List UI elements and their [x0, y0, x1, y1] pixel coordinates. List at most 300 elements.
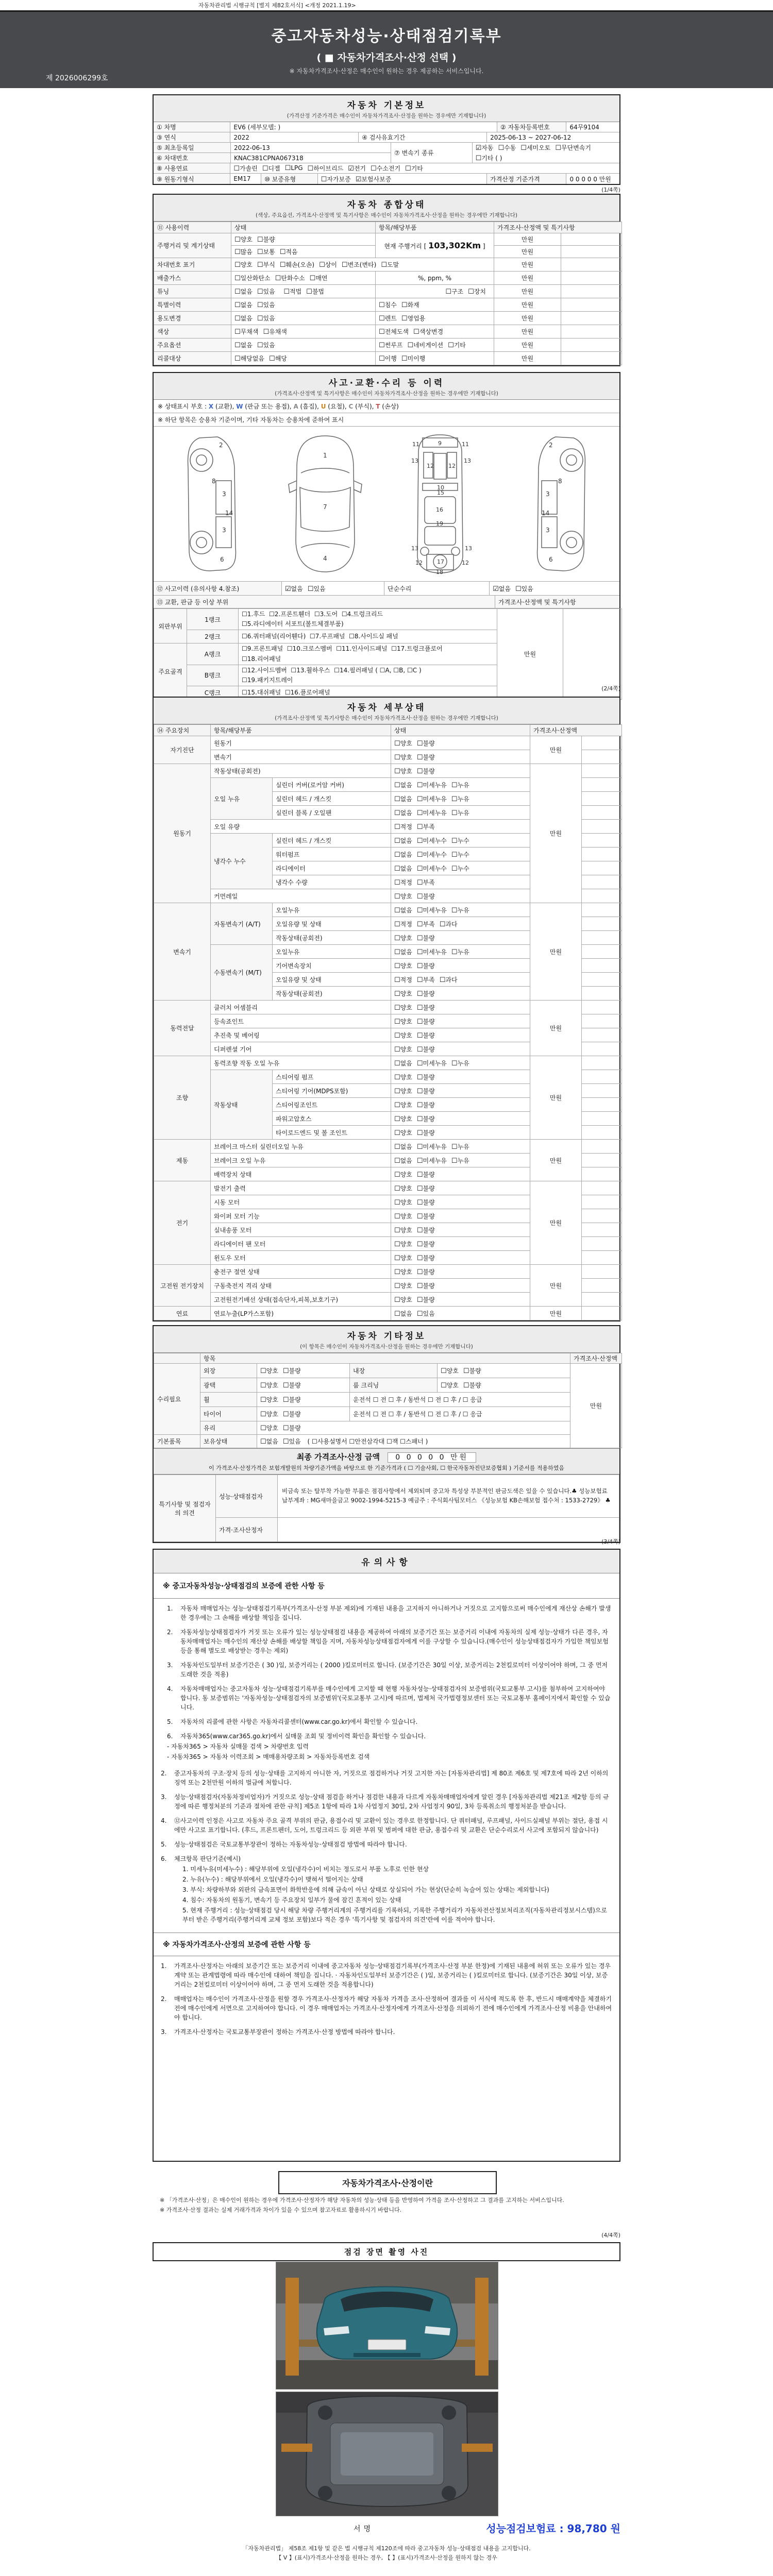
inspector-opinion-text: 비금속 또는 탈부착 가능한 부품은 점검사항에서 제외되며 중고차 특성상 부분적인 판금도색은 있을 수 있습니다.♣ 성능보험료 납부계좌 : MG새마을금고 9002-1994-5215-3 예금주 : 주식회사팀모터스 《성능보험 KB손해보험 접수처 : 1533-2729》 ♣	[278, 1475, 619, 1518]
svg-text:13: 13	[411, 457, 419, 464]
checkbox-option: ☐불량	[282, 1411, 301, 1418]
checkbox-option: ☐불량	[416, 739, 435, 748]
sub-item-label: 파워고압호스	[273, 1112, 391, 1126]
checkbox-option: ☐과다	[439, 920, 458, 928]
checkbox-option: ☐수소전기	[371, 165, 401, 173]
row-label: 특기사항 및 점검자의 의견	[154, 1475, 216, 1542]
status-code: X	[208, 403, 214, 410]
notice-sub-item: 1. 미세누유(미세누수) : 해당부위에 오일(냉각수)이 비치는 정도로서 부품 노후로 인한 현상	[182, 1866, 429, 1873]
checkbox-option: ☐미이행	[401, 355, 426, 363]
svg-text:12: 12	[427, 463, 434, 469]
status-checks	[391, 750, 530, 764]
field-label: ① 차명	[154, 122, 230, 132]
price-cell: 만원	[530, 1001, 582, 1056]
checkbox-option: ☐적정	[394, 823, 412, 831]
table-row	[154, 1378, 622, 1393]
price-cell: 만원	[497, 609, 563, 700]
photo-section-header: 점검 장면 촬영 사진	[153, 2242, 620, 2261]
checkbox-option: ☐불량	[463, 1382, 481, 1389]
checkbox-option: ☐불량	[416, 1045, 435, 1054]
rank-label: B랭크	[187, 665, 239, 686]
option-checks	[231, 338, 376, 352]
row-label: 보유상태	[200, 1435, 257, 1448]
notice-outer-list	[154, 1769, 619, 1924]
checkbox-option: ☐없음	[394, 906, 412, 914]
sub-item-label: 작동상태(공회전)	[273, 931, 391, 945]
device-group-label: 자기진단	[154, 736, 211, 764]
notice-section2-header: ※ 자동차가격조사·산정의 보증에 관한 사항 등	[154, 1933, 619, 1956]
sub-item-label: 타이로드엔드 및 볼 조인트	[273, 1126, 391, 1140]
status-checks	[391, 1140, 530, 1154]
svg-text:14: 14	[541, 510, 550, 517]
status-checks	[391, 1181, 530, 1195]
checkbox-option: ☐양호	[394, 1254, 412, 1262]
svg-text:11: 11	[462, 441, 469, 448]
sub-item-label: 오일누유	[273, 945, 391, 959]
table-row	[154, 352, 622, 365]
final-price-basis: 이 가격조사·산정가격은 보험개발원의 차량기준가액을 바탕으로 한 기준가격과 ( ☐ 기술사회, ☐ 한국자동차진단보증협회 ) 기준서를 적용하였음	[209, 1465, 564, 1471]
checkbox-option: ☐양호	[394, 1004, 412, 1012]
status-checks	[391, 889, 530, 903]
checkbox-option: ☑없음	[493, 585, 511, 593]
item-label: 추진축 및 베어링	[211, 1028, 391, 1042]
checkbox-option: ☐누유	[451, 906, 469, 914]
checkbox-option: ☐불량	[416, 1226, 435, 1234]
checkbox-option: ☐불량	[416, 1268, 435, 1276]
sub-item-label: 스티어링조인트	[273, 1098, 391, 1112]
row-label: 색상	[154, 325, 231, 338]
svg-text:9: 9	[438, 440, 442, 447]
checkbox-option: ☐불량	[416, 753, 435, 761]
checkbox-option: ☐기타	[448, 342, 466, 349]
checkbox-option: ☐불량	[416, 892, 435, 901]
price-cell: 만원	[494, 338, 561, 352]
checkbox-option: ☐양호	[394, 1073, 412, 1081]
group-label: 주요골격	[154, 643, 187, 700]
mileage-amount-checks	[231, 246, 376, 258]
status-checks	[391, 1265, 530, 1279]
row-fuel	[154, 163, 619, 174]
checkbox-option: ☐하이브리드	[307, 165, 344, 173]
option-kind-checks	[376, 338, 494, 352]
exterior-checks	[257, 1364, 350, 1378]
checkbox-option: ☐양호	[441, 1382, 459, 1389]
status-checks	[391, 736, 530, 750]
status-code: W	[236, 403, 243, 410]
checkbox-option: ☐없음	[394, 1143, 412, 1151]
status-checks	[391, 1001, 530, 1014]
checkbox-option: ☐무단변속기	[555, 144, 591, 152]
checkbox-option: ☐없음	[394, 1059, 412, 1067]
checkbox-option: ☐양호	[394, 1212, 412, 1221]
row-label: 성능·상태점검자	[216, 1475, 278, 1518]
rank-label: 1랭크	[187, 609, 239, 630]
item-label: 충전구 절연 상태	[211, 1265, 391, 1279]
checkbox-option: ☐불량	[416, 1282, 435, 1290]
mileage-status-checks	[231, 233, 376, 246]
checkbox-option: ☐있음	[257, 288, 275, 296]
status-checks	[391, 1167, 530, 1181]
item-label: 실내송풍 모터	[211, 1223, 391, 1237]
item-label: 오일 유량	[211, 820, 391, 834]
section-note: (색상, 주요옵션, 가격조사·산정액 및 특기사항은 매수인이 자동차가격조사·산정을 원하는 경우에만 기재합니다)	[255, 212, 517, 218]
checkbox-option: ☐양호	[394, 1268, 412, 1276]
status-checks	[391, 1307, 530, 1320]
footer-line-2: 【 V 】(표시)가격조사·산정을 원하는 경우, 【 】(표시)가격조사·산정을 원하지 않는 경우	[276, 2554, 497, 2561]
item-label: 고전원전기배선 상태(접속단자,피복,보호기구)	[211, 1293, 391, 1307]
checkbox-option: ☐양호	[394, 739, 412, 748]
notice-section1-header: ※ 중고자동차성능·상태점검의 보증에 관한 사항 등	[154, 1573, 619, 1599]
checkbox-option: ☐매연	[309, 275, 328, 282]
device-group-label: 원동기	[154, 764, 211, 903]
price-cell: 만원	[494, 298, 561, 312]
notice-item: 3. 자동차인도일부터 보증기간은 ( 30 )일, 보증거리는 ( 2000 )킬로미터로 합니다. (보증기간은 30일 이상, 보증거리는 2천킬로미터 이상이어야 하며, 그 중 먼저 도래한 것을 적용)	[167, 1662, 608, 1678]
status-checks	[391, 1223, 530, 1237]
item-label: 구동축전지 격리 상태	[211, 1279, 391, 1293]
row-label: 튜닝	[154, 285, 231, 298]
notice-item: 2. 자동차성능상태점검자가 거짓 또는 오류가 있는 성능상태점검 내용을 제공하여 아래의 보증기간 또는 보증거리 이내에 자동차의 실제 성능·상태가 다른 경우, 자동차매매업자는 매수인의 재산상 손해를 배상할 책임을 지며, 자동차성능상태점검자에게 이를 구상할 수 있습니다.(매수인이 성능상태점검자가 가입한 책임보험 등을 통해 별도로 배상받는 경우는 제외)	[167, 1629, 609, 1654]
status-checks	[391, 1070, 530, 1084]
svg-text:2: 2	[219, 442, 223, 449]
item-label: 브레이크 오일 누유	[211, 1154, 391, 1167]
checkbox-option: ☐양호	[234, 236, 253, 244]
price-cell: 만원	[494, 312, 561, 325]
checkbox-option: ☐양호	[260, 1411, 278, 1418]
checkbox-option: ☐탄화수소	[275, 275, 305, 282]
item-label: 디퍼렌셜 기어	[211, 1042, 391, 1056]
first-reg-value: 2022-06-13	[234, 144, 270, 151]
checkbox-option: ☐양호	[394, 892, 412, 901]
checkbox-option: ☐없음	[394, 837, 412, 845]
checkbox-option: ☐부족	[416, 878, 435, 887]
checkbox-option: ☐있음	[257, 342, 275, 349]
inspection-photo-front	[276, 2262, 498, 2389]
row-engine	[154, 174, 619, 184]
notice-sub-item: 2. 누유(누수) : 해당부위에서 오일(냉각수)이 맺혀서 떨어지는 상태	[182, 1876, 363, 1883]
svg-text:3: 3	[222, 527, 226, 534]
table-row	[154, 1056, 622, 1070]
checkbox-option: ☐전체도색	[379, 328, 409, 336]
panel-items: ☐15.대쉬패널 ☐16.플로어패널	[239, 686, 497, 700]
tire-position-checks: 운전석 ☐ 전 ☐ 후 / 동반석 ☐ 전 ☐ 후 / ☐ 응급	[350, 1407, 570, 1421]
checkbox-option: ☐불량	[416, 1254, 435, 1262]
checkbox-option: ☐없음	[394, 851, 412, 859]
status-checks	[391, 1042, 530, 1056]
document-header	[0, 12, 773, 88]
checkbox-option: ☐양호	[394, 934, 412, 942]
price-cell: 만원	[494, 352, 561, 365]
table-row	[154, 609, 622, 630]
table-row	[154, 903, 622, 917]
svg-text:13: 13	[465, 545, 473, 552]
sub-item-label: 작동상태(공회전)	[273, 987, 391, 1001]
table-row	[154, 1181, 622, 1195]
notice-item: 6. 체크항목 판단기준(예시)	[161, 1855, 241, 1862]
checkbox-option: ☐적정	[394, 976, 412, 984]
checkbox-option: ☑전기	[348, 165, 366, 173]
status-code: U	[321, 403, 326, 410]
checkbox-option: ☐보통	[257, 248, 275, 256]
status-checks	[391, 1209, 530, 1223]
checkbox-option: ☐부족	[416, 920, 435, 928]
roomclean-checks	[438, 1378, 570, 1393]
sub-item-label: 오일유량 및 상태	[273, 973, 391, 987]
checkbox-option: ☐미세누유	[416, 1143, 447, 1151]
svg-text:17: 17	[437, 558, 445, 565]
row-label: 내장	[350, 1364, 438, 1378]
checkbox-option: ☐양호	[394, 1115, 412, 1123]
checkbox-option: ☐없음	[394, 865, 412, 873]
notice-item: 4. 자동차매매업자는 중고자동차 성능·상태점검기록부를 매수인에게 고지할 때 현행 자동차성능·상태점검자의 보증범위(국토교통부 고시)를 첨부하여 고지하여야 합니다. 동 보증범위는 '자동차성능·상태점검자의 보증범위'(국토교통부 고시)에 따르며, 법제처 국가법령정보센터 또는 국토교통부 홈페이지에서 확인할 수 있습니다.	[167, 1685, 611, 1711]
field-label: ⑧ 사용연료	[154, 163, 230, 173]
vin-mark-checks	[231, 258, 494, 272]
checkbox-option: ☐불량	[416, 1240, 435, 1248]
checkbox-option: ☐불량	[416, 767, 435, 775]
final-price-amount: 0 0 0 0 0 만원	[388, 1452, 476, 1463]
etc-info-table	[154, 1353, 622, 1448]
status-checks	[391, 792, 530, 806]
detail-state-table	[154, 724, 622, 1320]
status-checks	[391, 917, 530, 931]
status-checks	[391, 1028, 530, 1042]
opinion-table	[154, 1475, 619, 1542]
emission-values: %, ppm, %	[376, 272, 494, 285]
table-row	[154, 1435, 622, 1448]
status-checks	[391, 931, 530, 945]
checkbox-option: ☐양호	[394, 1184, 412, 1193]
checkbox-option: ☐양호	[234, 261, 253, 269]
item-label: 등속죠인트	[211, 1014, 391, 1028]
price-definition-notes	[160, 2196, 615, 2215]
checkbox-option: ☐부족	[416, 976, 435, 984]
sub-item-label: 오일유량 및 상태	[273, 917, 391, 931]
checkbox-option: ☐없음	[234, 288, 253, 296]
table-row	[154, 736, 622, 750]
tire-checks	[257, 1407, 350, 1421]
price-cell: 만원	[570, 1364, 622, 1448]
checkbox-option: ☐기타 ( )	[475, 154, 502, 162]
checkbox-option: ☐렌트	[379, 315, 397, 323]
current-mileage: 현재 주행거리 [ 103,302Km ]	[376, 233, 494, 258]
header-note: ※ 자동차가격조사·산정은 매수인이 원하는 경우 제공하는 서비스입니다.	[289, 67, 484, 75]
table-row	[154, 298, 622, 312]
color-checks	[231, 325, 376, 338]
checkbox-option: ☐많음	[234, 248, 253, 256]
checkbox-option: ☐불량	[416, 1171, 435, 1179]
form-reference: 자동차관리법 시행규칙 [별지 제82호서식] <개정 2021.1.19>	[198, 2, 356, 9]
page-subtitle: ( ■ 자동차가격조사·산정 선택 )	[316, 52, 457, 63]
sub-item-label: 기어변속장치	[273, 959, 391, 973]
checkbox-option: ☐적음	[279, 248, 298, 256]
wheel-checks	[257, 1393, 350, 1407]
status-checks	[391, 778, 530, 792]
checkbox-option: ☐불량	[416, 934, 435, 942]
sub-item-label: 스티어링 펌프	[273, 1070, 391, 1084]
checkbox-option: ☑없음	[284, 585, 303, 593]
row-label: 차대번호 표기	[154, 258, 231, 272]
notice-item: 2. 중고자동차의 구조·장치 등의 성능·상태를 고지하지 아니한 자, 거짓으로 점검하거나 거짓 고지한 자는 [자동차관리법] 제 80조 제6호 및 제7호에 따라 2년 이하의 징역 또는 2천만원 이하의 벌금에 처합니다.	[161, 1770, 609, 1786]
checkbox-option: ☐기타	[405, 165, 423, 173]
price-cell: 만원	[494, 285, 561, 298]
notice-item: 5. 자동차의 리콜에 관한 사항은 자동차리콜센터(www.car.go.kr)에서 확인할 수 있습니다.	[167, 1718, 418, 1725]
section-note: (이 항목은 매수인이 자동차가격조사·산정을 원하는 경우에만 기재합니다)	[300, 1344, 473, 1350]
field-label: ② 자동차등록번호	[497, 122, 566, 132]
table-row	[154, 1265, 622, 1279]
column-header: 항목	[200, 1353, 570, 1364]
sub-item-label: 스티어링 기어(MDPS포함)	[273, 1084, 391, 1098]
checkbox-option: ☐해당없음	[234, 355, 265, 363]
notice-item: 2. 매매업자는 매수인이 가격조사·산정을 원할 경우 가격조사·산정자가 해당 자동차 가격을 조사·산정하여 결과를 이 서식에 적도록 한 후, 반드시 매매계약을 체결하기 전에 매수인에게 서면으로 고지하여야 합니다. 이 경우 매매업자는 가격조사·산정자에게 가격조사·산정을 의뢰하기 전에 매수인에게 가격조사·산정 비용을 안내하여야 합니다.	[161, 1995, 612, 2021]
svg-text:12: 12	[448, 463, 456, 469]
status-checks	[391, 1237, 530, 1251]
polish-checks	[257, 1378, 350, 1393]
checkbox-option: ☐있음	[307, 585, 326, 593]
price-cell: 만원	[494, 258, 561, 272]
car-top-diagram	[281, 432, 369, 576]
section-notice	[153, 1549, 620, 2162]
checkbox-option: ☑자동	[475, 144, 494, 152]
column-header: 가격조사·산정액	[530, 725, 622, 736]
section-note: (가격조사·산정액 및 특기사항은 매수인이 자동차가격조사·산정을 원하는 경우에만 기재합니다)	[275, 715, 498, 721]
column-header: 가격조사·산정액 및 특기사항	[494, 222, 622, 233]
status-checks	[391, 875, 530, 889]
checkbox-option: ☐미세누수	[416, 851, 447, 859]
status-checks	[391, 1112, 530, 1126]
table-row	[154, 325, 622, 338]
vin-value: KNAC381CPNA067318	[234, 154, 304, 162]
checkbox-option: ☑보험사보증	[355, 175, 392, 183]
checkbox-option: ☐있음	[257, 301, 275, 309]
table-row	[154, 1475, 619, 1518]
svg-text:1: 1	[323, 452, 327, 459]
checkbox-option: ☐없음	[394, 809, 412, 817]
price-cell: 만원	[494, 246, 561, 258]
svg-text:8: 8	[212, 478, 216, 485]
item-label: 발전기 출력	[211, 1181, 391, 1195]
checkbox-option: ☐누유	[451, 781, 469, 789]
rank-label: A랭크	[187, 643, 239, 665]
status-checks	[391, 945, 530, 959]
section-title: 자동차 세부상태	[347, 703, 426, 713]
price-cell: 만원	[494, 233, 561, 246]
emission-checks	[231, 272, 376, 285]
checkbox-option: ☐양호	[260, 1382, 278, 1389]
table-row	[154, 285, 622, 298]
item-label: 클러치 어셈블리	[211, 1001, 391, 1014]
column-header: 상태	[391, 725, 530, 736]
checkbox-option: ☐부식	[257, 261, 275, 269]
page-marker-4: (4/4쪽)	[601, 2232, 620, 2239]
checkbox-option: ☐구조	[445, 288, 464, 296]
svg-text:19: 19	[436, 520, 444, 527]
checkbox-option: ☐가솔린	[233, 165, 258, 173]
fuel-checks	[230, 163, 619, 173]
status-checks	[391, 1098, 530, 1112]
checkbox-option: ☐불량	[257, 236, 275, 244]
item-label: 커먼레일	[211, 889, 391, 903]
notice-sub-item: - 자동차365 > 자동차 실매물 검색 > 차량번호 입력	[167, 1743, 309, 1750]
checkbox-option: ☐과다	[439, 976, 458, 984]
status-checks	[391, 1056, 530, 1070]
sub-item-label: 실린더 헤드 / 개스킷	[273, 792, 391, 806]
notice-sub-item: 4. 침수: 자동차의 원동기, 변속기 등 주요장치 일부가 물에 잠긴 흔적이 있는 상태	[182, 1896, 401, 1904]
checkbox-option: ☐있음	[257, 315, 275, 323]
checkbox-option: ☐양호	[394, 1226, 412, 1234]
svg-text:12: 12	[462, 560, 469, 566]
checkbox-option: ☐수동	[498, 144, 516, 152]
table-row	[154, 1393, 622, 1407]
checkbox-option: ☐양호	[260, 1396, 278, 1404]
signature-label: 서명	[354, 2525, 374, 2533]
table-row	[154, 1421, 622, 1435]
checkbox-option: ☐적정	[394, 920, 412, 928]
car-side-right-diagram	[512, 432, 604, 576]
price-cell: 만원	[530, 1181, 582, 1265]
checkbox-option: ☐해당	[269, 355, 287, 363]
inspection-photo-underbody	[276, 2392, 498, 2516]
status-code-legend: ※ 상태표시 부호 : X (교환), W (판금 또는 용접), A (흠집), U (요철), C (부식), T (손상)	[154, 400, 619, 413]
row-label: 특별이력	[154, 298, 231, 312]
accident-history-checks	[282, 582, 384, 595]
special-kind-checks	[376, 298, 494, 312]
special-history-checks	[231, 298, 376, 312]
checkbox-option: ☐양호	[394, 1171, 412, 1179]
checkbox-option: ☐미세누유	[416, 809, 447, 817]
section-note: (가격조사·산정액 및 특기사항은 매수인이 자동차가격조사·산정을 원하는 경우에만 기재합니다)	[275, 391, 498, 397]
checkbox-option: ☐적법	[283, 288, 302, 296]
checkbox-option: ☐양호	[394, 1101, 412, 1109]
signature-row	[153, 2519, 620, 2538]
checkbox-option: ☐없음	[234, 342, 253, 349]
section-title: 사고·교환·수리 등 이력	[328, 378, 445, 388]
checkbox-option: ☐없음	[260, 1438, 278, 1446]
checkbox-option: ☐상이	[319, 261, 337, 269]
checkbox-option: ☐양호	[394, 767, 412, 775]
price-definition-box: 자동차가격조사·산정이란	[278, 2171, 497, 2194]
checkbox-option: ☐불량	[282, 1382, 301, 1389]
notice-item: 3. 가격조사·산정자는 국토교통부장관이 정하는 가격조사·산정 방법에 따라야 합니다.	[161, 2028, 395, 2036]
recall-done-checks	[376, 352, 494, 365]
field-label: ⑨ 원동기형식	[154, 174, 230, 184]
car-underbody-diagram	[389, 432, 492, 576]
status-checks	[391, 820, 530, 834]
final-price-block	[154, 1448, 619, 1475]
section-basic-info	[153, 94, 620, 185]
svg-text:14: 14	[225, 510, 233, 517]
checkbox-option: ☐침수	[379, 301, 397, 309]
simple-repair-checks	[490, 582, 619, 595]
row-label: 가격·조사산정자	[216, 1518, 278, 1542]
checkbox-option: ☐없음	[394, 795, 412, 803]
checkbox-option: ☐적정	[394, 878, 412, 887]
svg-text:18: 18	[436, 569, 444, 575]
row-label: 단순수리	[384, 582, 490, 595]
group-label: 외판부위	[154, 609, 187, 643]
mileage-value: 103,302Km	[428, 241, 481, 250]
year-value: 2022	[230, 132, 359, 142]
checkbox-option: ☐미세누수	[416, 837, 447, 845]
tuning-checks	[234, 288, 280, 295]
insurance-fee: 성능점검보험료 : 98,780 원	[486, 2522, 620, 2535]
checkbox-option: ☐세미오토	[520, 144, 551, 152]
checkbox-option: ☐불량	[416, 1296, 435, 1304]
device-group-label: 동력전달	[154, 1001, 211, 1056]
checkbox-option: ☐누수	[451, 865, 469, 873]
notice-item: 4. ⑫사고이력 인정은 사고로 자동차 주요 골격 부위의 판금, 용접수리 및 교환이 있는 경우로 한정합니다. 단 쿼터패널, 루프패널, 사이드실패널 부위는 절단, 용접 시에만 사고로 표기합니다. (후드, 프론트펜더, 도어, 트렁크리드 등 외판 부위 및 범퍼에 대한 판금, 용접수리 및 교환은 단순수리로서 사고에 포함되지 않습니다)	[161, 1817, 608, 1834]
section-basic-header	[154, 95, 619, 122]
status-code: C	[348, 403, 354, 410]
row-first-vin-trans	[154, 143, 619, 163]
